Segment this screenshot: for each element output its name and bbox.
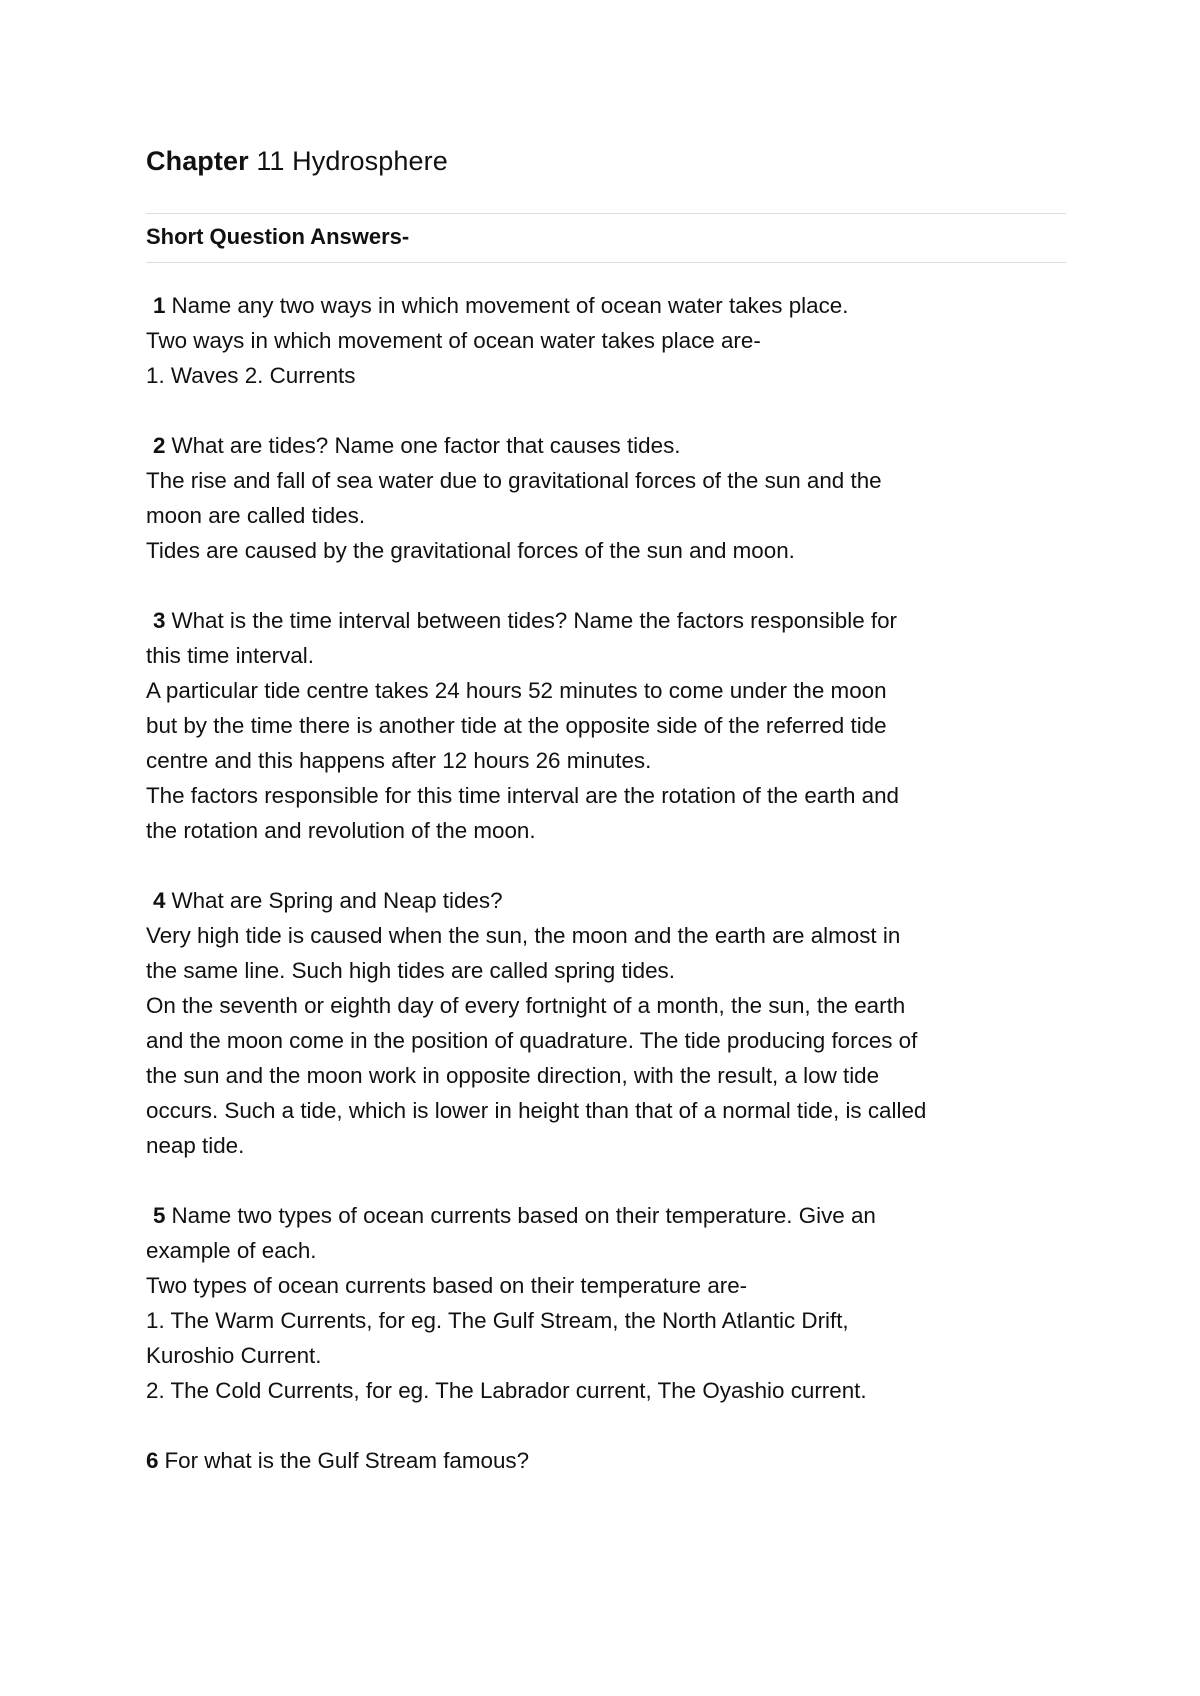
question-block xyxy=(146,288,1066,393)
question-line xyxy=(146,1198,1066,1233)
spacer xyxy=(146,393,1066,428)
answer-line: and the moon come in the position of quadrature. The tide producing forces of xyxy=(146,1028,918,1053)
answer-line: moon are called tides. xyxy=(146,503,366,528)
question-block xyxy=(146,603,1066,848)
section-heading: Short Question Answers- xyxy=(146,224,410,249)
question-text: What are Spring and Neap tides? xyxy=(171,888,503,913)
answer-line: Very high tide is caused when the sun, the moon and the earth are almost in xyxy=(146,923,901,948)
page-title-bold: Chapter xyxy=(146,146,249,176)
question-block xyxy=(146,428,1066,568)
question-line xyxy=(146,428,1066,463)
question-text: this time interval. xyxy=(146,643,314,668)
answer-line: The factors responsible for this time interval are the rotation of the earth and xyxy=(146,783,899,808)
question-number: 6 xyxy=(146,1448,159,1473)
question-text: What are tides? Name one factor that causes tides. xyxy=(171,433,681,458)
answer-line: Kuroshio Current. xyxy=(146,1343,322,1368)
answer-line: 2. The Cold Currents, for eg. The Labrador current, The Oyashio current. xyxy=(146,1378,867,1403)
question-block xyxy=(146,1443,1066,1478)
spacer xyxy=(146,568,1066,603)
answer-line: Tides are caused by the gravitational forces of the sun and moon. xyxy=(146,538,795,563)
spacer xyxy=(146,1163,1066,1198)
question-line xyxy=(146,1233,1066,1268)
answer-line: Two types of ocean currents based on their temperature are- xyxy=(146,1273,748,1298)
question-list xyxy=(146,288,1066,1478)
answer-line: occurs. Such a tide, which is lower in height than that of a normal tide, is called xyxy=(146,1098,927,1123)
answer-line: Two ways in which movement of ocean water takes place are- xyxy=(146,328,761,353)
answer-line: but by the time there is another tide at the opposite side of the referred tide xyxy=(146,713,887,738)
divider-top xyxy=(146,213,1066,214)
divider-bottom xyxy=(146,262,1066,263)
question-text: Name two types of ocean currents based on their temperature. Give an xyxy=(171,1203,876,1228)
answer-line: neap tide. xyxy=(146,1133,245,1158)
question-line xyxy=(146,883,1066,918)
question-text: example of each. xyxy=(146,1238,317,1263)
answer-line: centre and this happens after 12 hours 26 minutes. xyxy=(146,748,652,773)
question-line xyxy=(146,638,1066,673)
answer-line: A particular tide centre takes 24 hours 52 minutes to come under the moon xyxy=(146,678,887,703)
question-line xyxy=(146,288,1066,323)
answer-line: On the seventh or eighth day of every fortnight of a month, the sun, the earth xyxy=(146,993,906,1018)
question-text: Name any two ways in which movement of ocean water takes place. xyxy=(171,293,849,318)
question-block xyxy=(146,883,1066,1163)
question-number: 4 xyxy=(153,888,166,913)
question-number: 5 xyxy=(153,1203,166,1228)
question-text: What is the time interval between tides? Name the factors responsible for xyxy=(171,608,898,633)
spacer xyxy=(146,1408,1066,1443)
question-block xyxy=(146,1198,1066,1408)
question-number: 1 xyxy=(153,293,166,318)
question-line xyxy=(146,603,1066,638)
question-number: 3 xyxy=(153,608,166,633)
answer-line: The rise and fall of sea water due to gravitational forces of the sun and the xyxy=(146,468,882,493)
answer-line: the rotation and revolution of the moon. xyxy=(146,818,536,843)
page-title xyxy=(146,146,448,177)
question-line xyxy=(146,1443,1066,1478)
spacer xyxy=(146,848,1066,883)
question-text: For what is the Gulf Stream famous? xyxy=(164,1448,530,1473)
answer-line: 1. The Warm Currents, for eg. The Gulf Stream, the North Atlantic Drift, xyxy=(146,1308,849,1333)
page-title-rest: 11 Hydrosphere xyxy=(248,146,448,176)
question-number: 2 xyxy=(153,433,166,458)
answer-line: the same line. Such high tides are called spring tides. xyxy=(146,958,675,983)
answer-line: 1. Waves 2. Currents xyxy=(146,363,356,388)
answer-line: the sun and the moon work in opposite direction, with the result, a low tide xyxy=(146,1063,880,1088)
